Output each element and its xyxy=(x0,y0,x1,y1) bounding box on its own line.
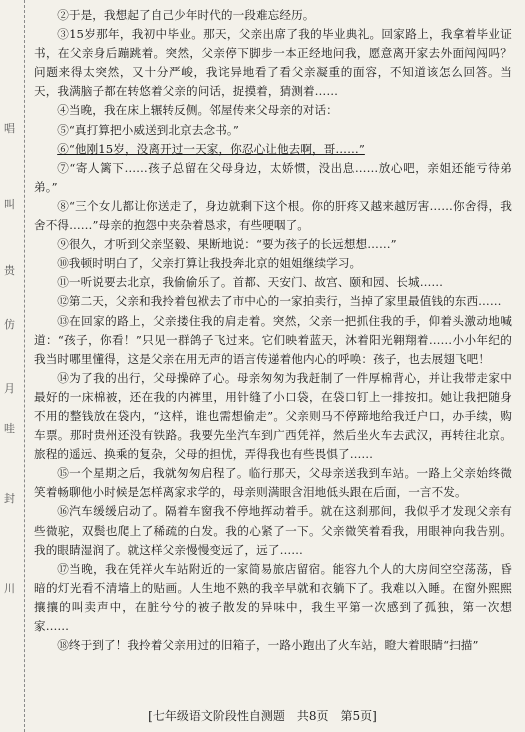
page-footer: [七年级语文阶段性自测题 共8页 第5页] xyxy=(148,709,377,723)
article-body xyxy=(34,6,512,655)
paragraph-2: ②于是，我想起了自己少年时代的一段难忘经历。 xyxy=(57,8,315,22)
paragraph-15: ⑮一个星期之后，我就匆匆启程了。临行那天，父母亲送我到车站。一路上父亲始终微笑着畅聊他小时候是怎样离家求学的，母亲则满眼含泪地低头跟在后面，一言不发。 xyxy=(34,466,512,500)
paragraph-17: ⑰当晚，我在凭祥火车站附近的一家简易旅店留宿。能容九个人的大房间空空荡荡，昏暗的灯光看不清墙上的贴画。人生地不熟的我辛早就和衣躺下了。我难以入睡。在窗外熙熙攘攘的叫卖声中，在脏兮兮的被子散发的异味中，我生平第一次感到了孤独，第一次想家…… xyxy=(34,561,512,633)
margin-glyph: 贵 xyxy=(4,264,15,277)
paragraph-13: ⑬在回家的路上，父亲搂住我的肩走着。突然，父亲一把抓住我的手，仰着头激动地喊道：“孩子，你看！”只见一群鸽子飞过来。它们映着蓝天，沐着阳光翱翔着……小小年纪的我当时哪里懂得，这是父亲在用无声的语言传递着他内心的呼唤：孩子，也去展翅飞吧！ xyxy=(34,313,512,366)
margin-glyph: 封 xyxy=(4,492,15,505)
paragraph-16: ⑯汽车缓缓启动了。隔着车窗我不停地挥动着手。就在这刹那间，我似乎才发现父亲有些微驼，双鬓也爬上了稀疏的白发。我的心紧了一下。父亲微笑着看我，用眼神向我告别。我的眼睛湿润了。就这样父亲慢慢变远了，远了…… xyxy=(34,504,512,557)
paragraph-14: ⑭为了我的出行，父母操碎了心。母亲匆匆为我赶制了一件厚棉背心，并让我带走家中最好的一床棉被，还在我的内裤里，用针缝了小口袋，在袋口钉上一排按扣。她让我把随身不用的整钱放在袋内，“这样，谁也需想偷走”。父亲则马不停蹄地给我迁户口，办手续，购车票。那时贵州还没有铁路。我要先坐汽车到广西凭祥，然后坐火车去武汉，再转往北京。旅程的遥远、换乘的复杂，父母的担忧，弄得我也有些畏惧了…… xyxy=(34,370,512,462)
paragraph-18: ⑱终于到了！我拎着父亲用过的旧箱子，一路小跑出了火车站，瞪大着眼睛“扫描” xyxy=(57,638,479,653)
margin-glyph: 月 xyxy=(4,382,15,395)
binding-margin xyxy=(0,0,25,732)
paragraph-6 xyxy=(34,140,512,159)
paragraph-9: ⑨很久，才听到父亲坚毅、果断地说：“要为孩子的长远想想……” xyxy=(57,237,397,252)
margin-glyph: 川 xyxy=(4,582,15,595)
margin-glyph: 仿 xyxy=(4,318,15,331)
underlined-sentence: ⑥“他刚15岁，没离开过一天家，你忍心让他去啊，哥……” xyxy=(57,141,365,156)
paragraph-11: ⑪一听说要去北京，我偷偷乐了。首都、天安门、故宫、颐和园、长城…… xyxy=(57,275,444,290)
paragraph-3: ③15岁那年，我初中毕业。那天，父亲出席了我的毕业典礼。回家路上，我拿着毕业证书，在父亲身后蹦跳着。突然，父亲停下脚步一本正经地问我，愿意离开家去外面闯闯吗？问题来得太突然，又十分严峻，我诧异地看了看父亲凝重的面容，不知道该怎么回答。当天，我满脑子都在转悠着父亲的问话，捉摸着，猜测着…… xyxy=(34,27,512,99)
paragraph-12: ⑫第二天，父亲和我拎着包袱去了市中心的一家拍卖行，当掉了家里最值钱的东西…… xyxy=(57,294,502,309)
paragraph-4: ④当晚，我在床上辗转反侧。邻屋传来父母亲的对话： xyxy=(57,103,338,118)
paragraph-8: ⑧“三个女儿都让你送走了，身边就剩下这个根。你的肝疼又越来越厉害……你舍得，我舍不得……”母亲的抱怨中夹杂着恳求，有些哽咽了。 xyxy=(34,198,512,233)
paragraph-7: ⑦“寄人篱下……孩子总留在父母身边，太娇惯，没出息……放心吧，亲姐还能亏待弟弟。” xyxy=(34,160,512,194)
paragraph-10: ⑩我顿时明白了，父亲打算让我投奔北京的姐姐继续学习。 xyxy=(57,256,362,271)
margin-glyph: 叫 xyxy=(4,198,15,211)
paragraph-5: ⑤“真打算把小威送到北京去念书。” xyxy=(57,122,239,137)
margin-glyph: 唱 xyxy=(4,122,15,135)
margin-glyph: 哇 xyxy=(4,422,15,435)
